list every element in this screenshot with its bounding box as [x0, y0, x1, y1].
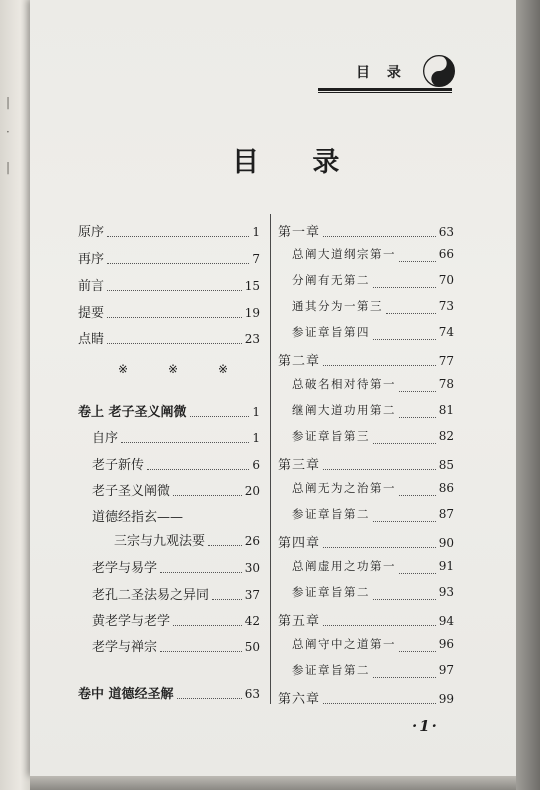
dot-leader	[212, 589, 242, 600]
dot-leader	[373, 667, 436, 678]
toc-entry-page: 96	[438, 637, 454, 651]
toc-entry	[278, 688, 454, 708]
toc-entry-label: 老学与易学	[92, 561, 158, 576]
dot-leader	[323, 693, 436, 704]
toc-entry-page: 99	[438, 692, 454, 706]
toc-entry	[78, 401, 260, 421]
toc-entry	[78, 480, 260, 500]
dot-leader	[107, 333, 242, 344]
toc-entry	[278, 376, 454, 396]
dot-leader	[386, 303, 436, 314]
bleed-mark: |	[6, 95, 11, 109]
toc-entry-label: 老子新传	[92, 458, 145, 473]
dot-leader	[323, 355, 436, 366]
toc-entry-label: 参证章旨第二	[292, 585, 370, 599]
toc-entry-page: 90	[438, 536, 454, 550]
dot-leader	[107, 307, 242, 318]
toc-entry-label: 总阐无为之治第一	[292, 481, 396, 495]
dot-leader	[399, 563, 436, 574]
toc-entry	[278, 298, 454, 318]
dot-leader	[373, 433, 436, 444]
page-number: ·1·	[412, 717, 439, 735]
toc-entry-label: 第五章	[278, 614, 321, 629]
toc-entry-page: 77	[438, 354, 454, 368]
dot-leader	[160, 562, 242, 573]
toc-entry-label: 参证章旨第三	[292, 429, 370, 443]
toc-entry-label: 老孔二圣法易之异同	[92, 588, 210, 603]
header-rule-thin	[318, 92, 452, 93]
toc-entry-page: 26	[244, 534, 260, 548]
toc-entry-label: 通其分为一第三	[292, 299, 383, 313]
toc-entry	[78, 427, 260, 447]
dot-leader	[399, 641, 436, 652]
toc-entry-label: 点睛	[78, 332, 105, 347]
bleed-mark: |	[6, 160, 11, 174]
toc-entry	[278, 532, 454, 552]
dot-leader	[107, 280, 242, 291]
toc-entry	[278, 402, 454, 422]
toc-entry	[78, 683, 260, 703]
toc-entry-page: 50	[244, 640, 260, 654]
toc-entry	[278, 506, 454, 526]
toc-entry-label: 分阐有无第二	[292, 273, 370, 287]
page-title: 目 录	[232, 147, 362, 178]
toc-entry-page: 63	[438, 225, 454, 239]
dot-leader	[121, 432, 249, 443]
toc-entry-page: 1	[252, 405, 260, 419]
bleed-mark: ·	[6, 125, 10, 139]
dot-leader	[173, 615, 242, 626]
toc-entry	[78, 610, 260, 630]
dot-leader	[147, 459, 249, 470]
toc-entry-label: 卷上 老子圣义阐微	[78, 405, 187, 420]
toc-entry-label: 前言	[78, 279, 105, 294]
toc-entry-page: 30	[244, 561, 260, 575]
dot-leader	[373, 589, 436, 600]
toc-entry-label: 黄老学与老学	[92, 614, 171, 629]
toc-entry-label: 三宗与九观法要	[114, 534, 206, 549]
running-header: 目 录	[356, 65, 407, 81]
toc-entry	[78, 454, 260, 474]
toc-entry-label: 继阐大道功用第二	[292, 403, 396, 417]
previous-page-edge	[0, 0, 34, 790]
toc-entry-label: 参证章旨第二	[292, 663, 370, 677]
header-rule	[318, 88, 452, 91]
dot-leader	[323, 537, 436, 548]
toc-entry-label: 总阐守中之道第一	[292, 637, 396, 651]
toc-entry-label: 总阐虚用之功第一	[292, 559, 396, 573]
toc-entry	[278, 584, 454, 604]
toc-entry	[278, 272, 454, 292]
dot-leader	[160, 641, 242, 652]
toc-entry-page: 66	[438, 247, 454, 261]
toc-entry	[78, 221, 260, 241]
toc-entry-page: 63	[244, 687, 260, 701]
dot-leader	[323, 226, 436, 237]
dot-leader	[107, 226, 249, 237]
column-divider	[270, 214, 271, 704]
toc-entry-label: 第六章	[278, 692, 321, 707]
dot-leader	[323, 459, 436, 470]
toc-entry-label: 道德经指玄——	[92, 510, 184, 525]
section-separator	[118, 362, 228, 376]
toc-entry-page: 78	[438, 377, 454, 391]
dot-leader	[399, 407, 436, 418]
toc-entry-label: 总破名相对待第一	[292, 377, 396, 391]
toc-entry-page: 6	[252, 458, 260, 472]
dot-leader	[208, 535, 242, 546]
toc-entry	[278, 246, 454, 266]
toc-entry-label: 第一章	[278, 225, 321, 240]
toc-entry-label: 第四章	[278, 536, 321, 551]
yin-yang-icon	[423, 55, 455, 87]
toc-entry	[78, 636, 260, 656]
toc-entry-label: 原序	[78, 225, 105, 240]
dot-leader	[173, 485, 242, 496]
toc-entry-page: 1	[252, 431, 260, 445]
toc-entry-page: 81	[438, 403, 454, 417]
dot-leader	[107, 253, 249, 264]
toc-entry-page: 23	[244, 332, 260, 346]
toc-entry-label: 自序	[92, 431, 119, 446]
toc-entry	[78, 530, 260, 550]
page-stack-edge	[516, 0, 540, 790]
toc-entry-label: 第三章	[278, 458, 321, 473]
dot-leader	[323, 615, 436, 626]
dot-leader	[190, 406, 250, 417]
toc-entry-label: 参证章旨第四	[292, 325, 370, 339]
dot-leader	[373, 277, 436, 288]
toc-entry-page: 87	[438, 507, 454, 521]
toc-entry	[78, 248, 260, 268]
separator-mark: ※	[118, 362, 129, 376]
toc-entry	[278, 324, 454, 344]
toc-entry	[78, 328, 260, 348]
dot-leader	[399, 381, 436, 392]
toc-entry-page: 73	[438, 299, 454, 313]
toc-entry-page: 86	[438, 481, 454, 495]
toc-entry-page: 1	[252, 225, 260, 239]
toc-entry-page: 19	[244, 306, 260, 320]
dot-leader	[177, 688, 242, 699]
toc-entry-label: 参证章旨第二	[292, 507, 370, 521]
toc-entry-label: 第二章	[278, 354, 321, 369]
toc-entry-page: 15	[244, 279, 260, 293]
toc-entry-page: 37	[244, 588, 260, 602]
toc-entry	[278, 350, 454, 370]
dot-leader	[373, 329, 436, 340]
toc-entry-page: 20	[244, 484, 260, 498]
toc-entry-page: 42	[244, 614, 260, 628]
dot-leader	[373, 511, 436, 522]
toc-entry-label: 提要	[78, 306, 105, 321]
toc-entry	[278, 636, 454, 656]
toc-entry-label: 再序	[78, 252, 105, 267]
dot-leader	[399, 485, 436, 496]
toc-entry-page: 85	[438, 458, 454, 472]
toc-entry	[278, 662, 454, 682]
toc-entry-page: 7	[252, 252, 260, 266]
toc-entry-page: 94	[438, 614, 454, 628]
toc-entry-page: 70	[438, 273, 454, 287]
toc-entry	[78, 584, 260, 604]
toc-entry-label: 老学与禅宗	[92, 640, 158, 655]
toc-entry-page: 91	[438, 559, 454, 573]
toc-entry-page: 93	[438, 585, 454, 599]
toc-entry-page: 82	[438, 429, 454, 443]
toc-entry	[278, 221, 454, 241]
toc-entry-page: 97	[438, 663, 454, 677]
toc-entry	[278, 480, 454, 500]
toc-entry	[78, 302, 260, 322]
toc-entry	[78, 557, 260, 577]
toc-entry	[78, 275, 260, 295]
separator-mark: ※	[217, 362, 228, 376]
toc-entry	[278, 558, 454, 578]
dot-leader	[399, 251, 436, 262]
toc-entry	[278, 610, 454, 630]
toc-entry-label: 总阐大道纲宗第一	[292, 247, 396, 261]
toc-entry	[278, 454, 454, 474]
toc-entry	[78, 506, 260, 526]
page-bottom-edge	[30, 776, 516, 790]
toc-entry-label: 老子圣义阐微	[92, 484, 171, 499]
toc-entry-label: 卷中 道德经圣解	[78, 687, 174, 702]
separator-mark: ※	[167, 362, 179, 376]
toc-entry	[278, 428, 454, 448]
toc-entry-page: 74	[438, 325, 454, 339]
